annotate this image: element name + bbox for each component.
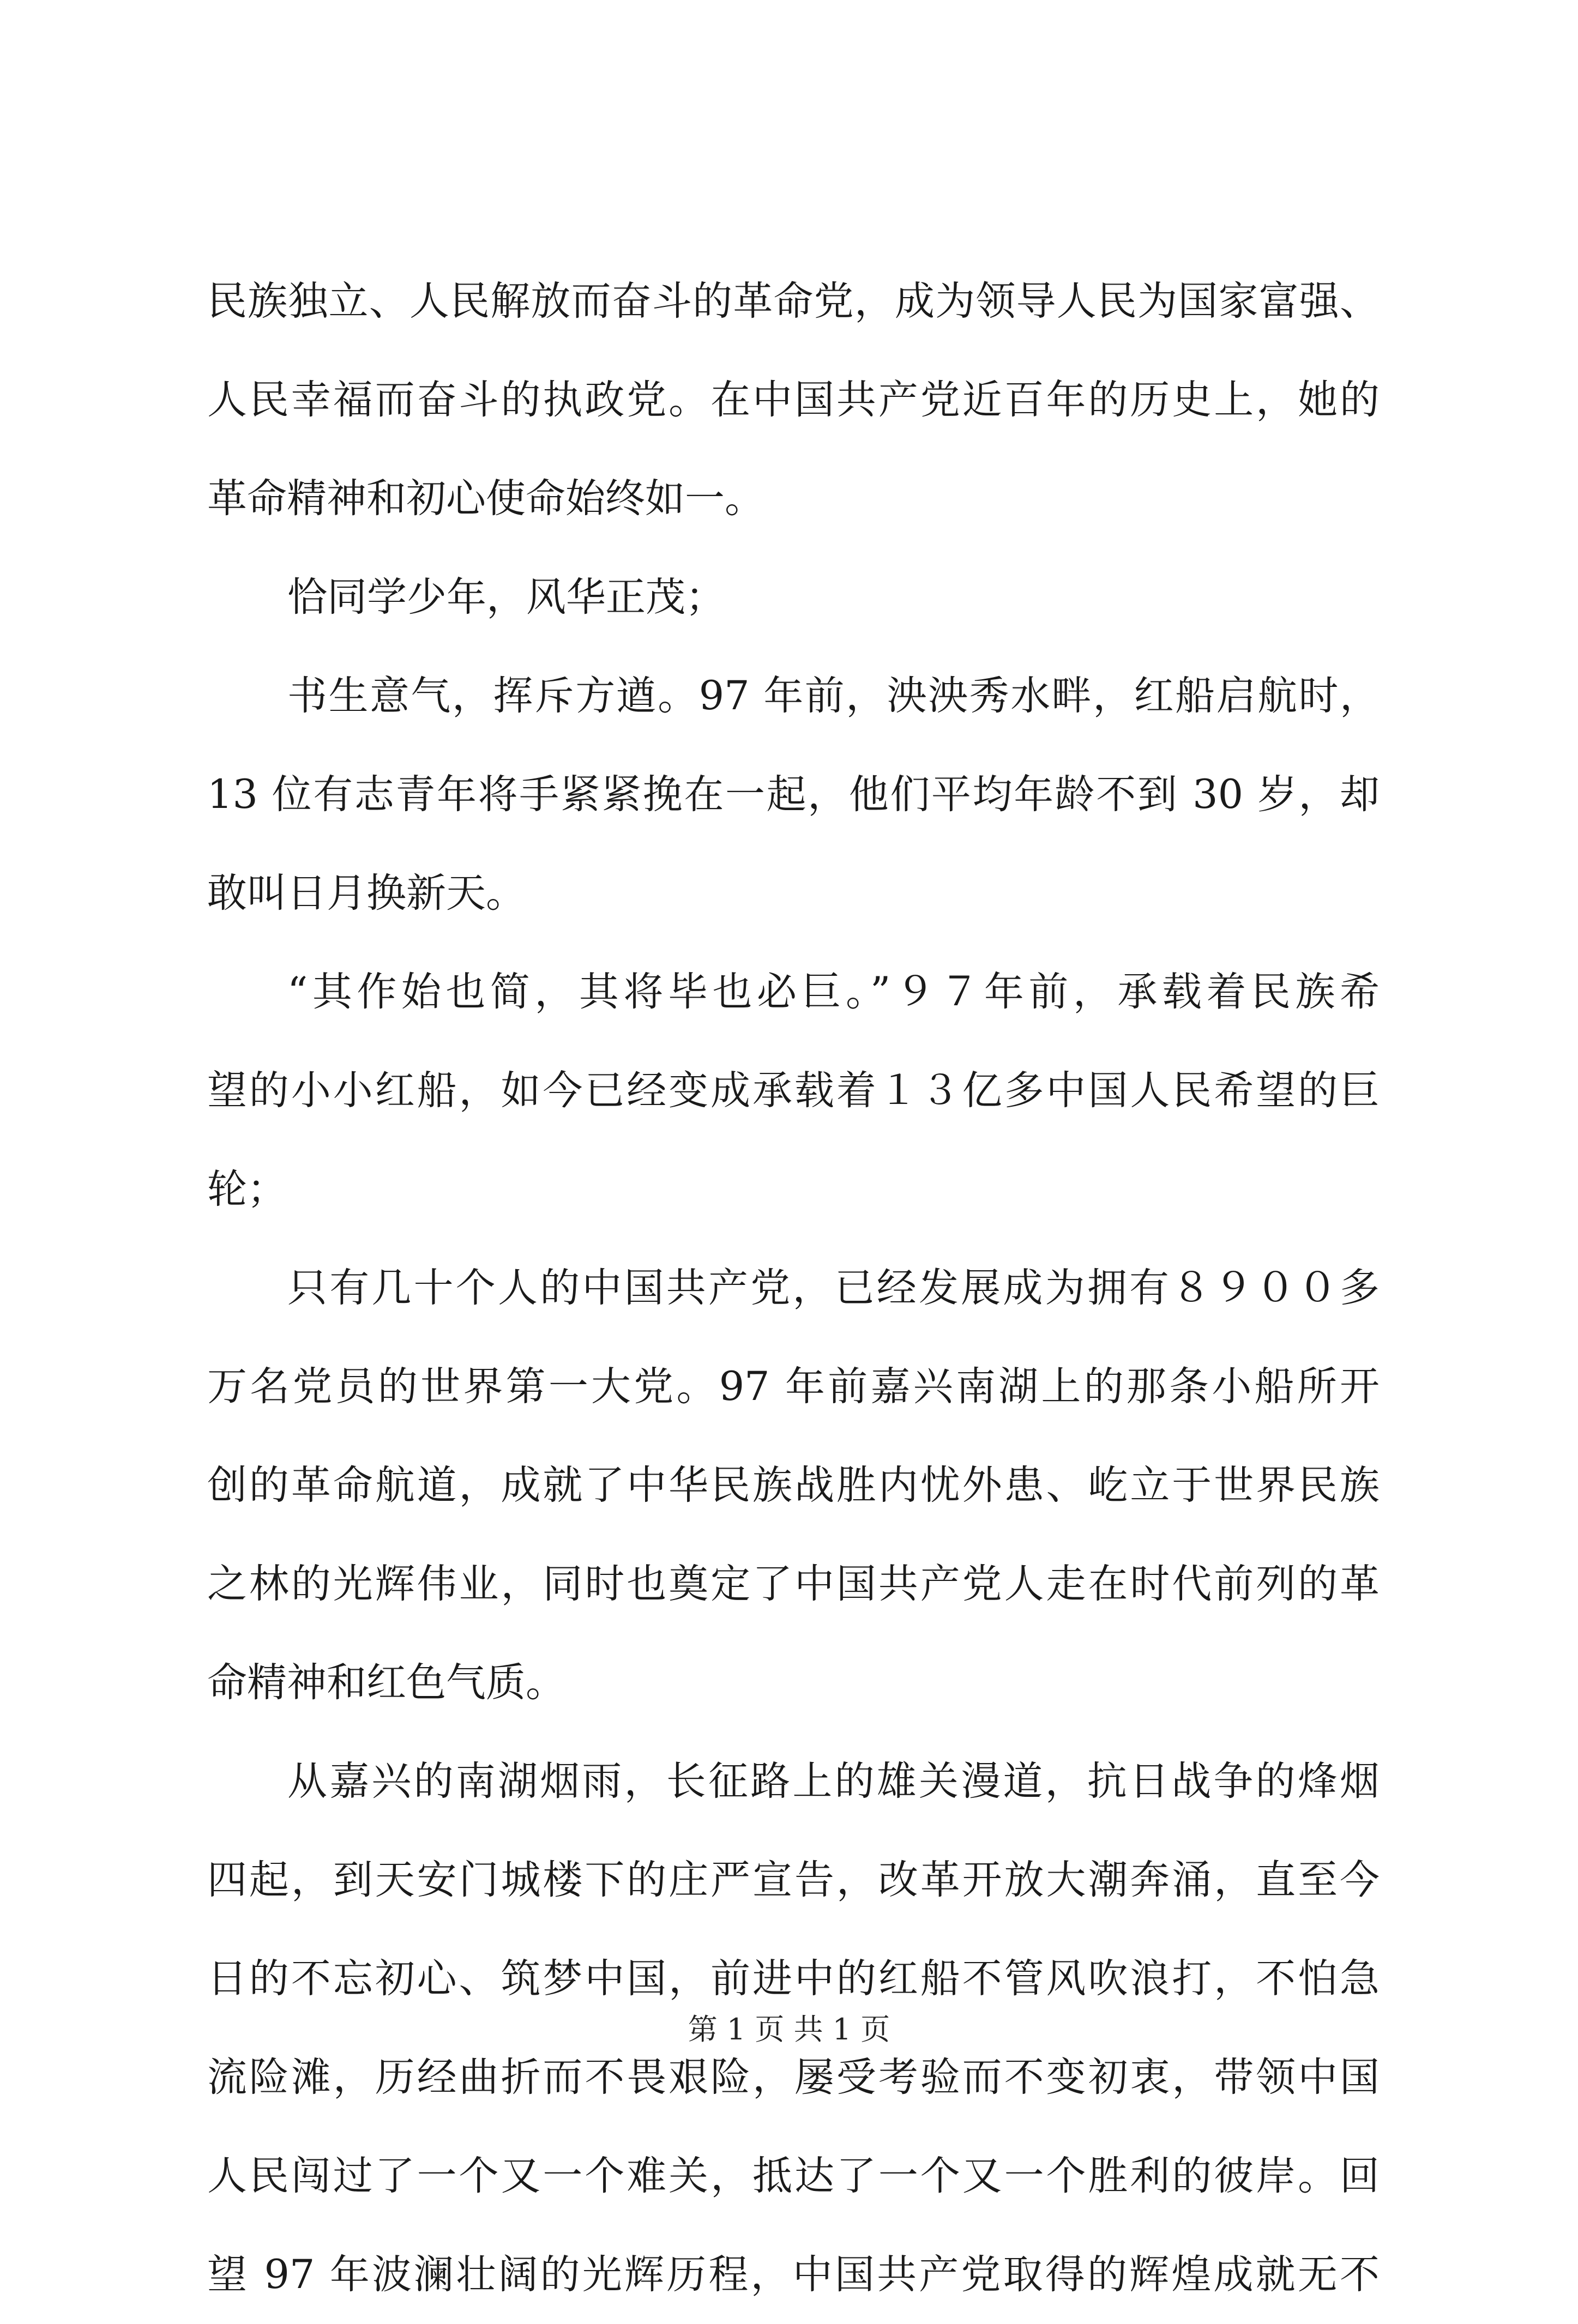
text-line: 流险滩，历经曲折而不畏艰险，屡受考验而不变初衷，带领中国 xyxy=(207,2054,1380,2100)
page-footer: 第 1 页 共 1 页 xyxy=(688,2012,890,2047)
text-line: 命精神和红色气质。 xyxy=(207,1659,565,1706)
text-line: 恰同学少年，风华正茂； xyxy=(287,574,725,620)
text-line: 民族独立、人民解放而奋斗的革命党，成为领导人民为国家富强、 xyxy=(207,278,1380,324)
text-line: 13 位有志青年将手紧紧挽在一起，他们平均年龄不到 30 岁，却 xyxy=(207,771,1380,818)
text-line: 从嘉兴的南湖烟雨，长征路上的雄关漫道，抗日战争的烽烟 xyxy=(287,1758,1380,1804)
text-line: 之林的光辉伟业，同时也奠定了中国共产党人走在时代前列的革 xyxy=(207,1561,1380,1607)
text-line: 人民幸福而奋斗的执政党。在中国共产党近百年的历史上，她的 xyxy=(207,377,1380,423)
text-line: 只有几十个人的中国共产党，已经发展成为拥有８９００多 xyxy=(287,1265,1380,1311)
text-line: 万名党员的世界第一大党。97 年前嘉兴南湖上的那条小船所开 xyxy=(207,1363,1380,1410)
text-line: 日的不忘初心、筑梦中国，前进中的红船不管风吹浪打，不怕急 xyxy=(207,1955,1380,2002)
text-line: 革命精神和初心使命始终如一。 xyxy=(207,475,764,522)
text-line: 望的小小红船，如今已经变成承载着１３亿多中国人民希望的巨 xyxy=(207,1067,1380,1114)
text-line: 创的革命航道，成就了中华民族战胜内忧外患、屹立于世界民族 xyxy=(207,1462,1380,1508)
text-line: 望 97 年波澜壮阔的光辉历程，中国共产党取得的辉煌成就无不 xyxy=(207,2251,1380,2298)
text-line: 轮； xyxy=(207,1166,287,1212)
text-line: 四起，到天安门城楼下的庄严宣告，改革开放大潮奔涌，直至今 xyxy=(207,1857,1380,1903)
text-line: 人民闯过了一个又一个难关，抵达了一个又一个胜利的彼岸。回 xyxy=(207,2153,1380,2199)
text-line: 敢叫日月换新天。 xyxy=(207,870,526,916)
text-line: 书生意气，挥斥方遒。97 年前，泱泱秀水畔，红船启航时， xyxy=(287,673,1380,719)
text-line: “其作始也简，其将毕也必巨。”９７年前，承载着民族希 xyxy=(287,969,1380,1015)
